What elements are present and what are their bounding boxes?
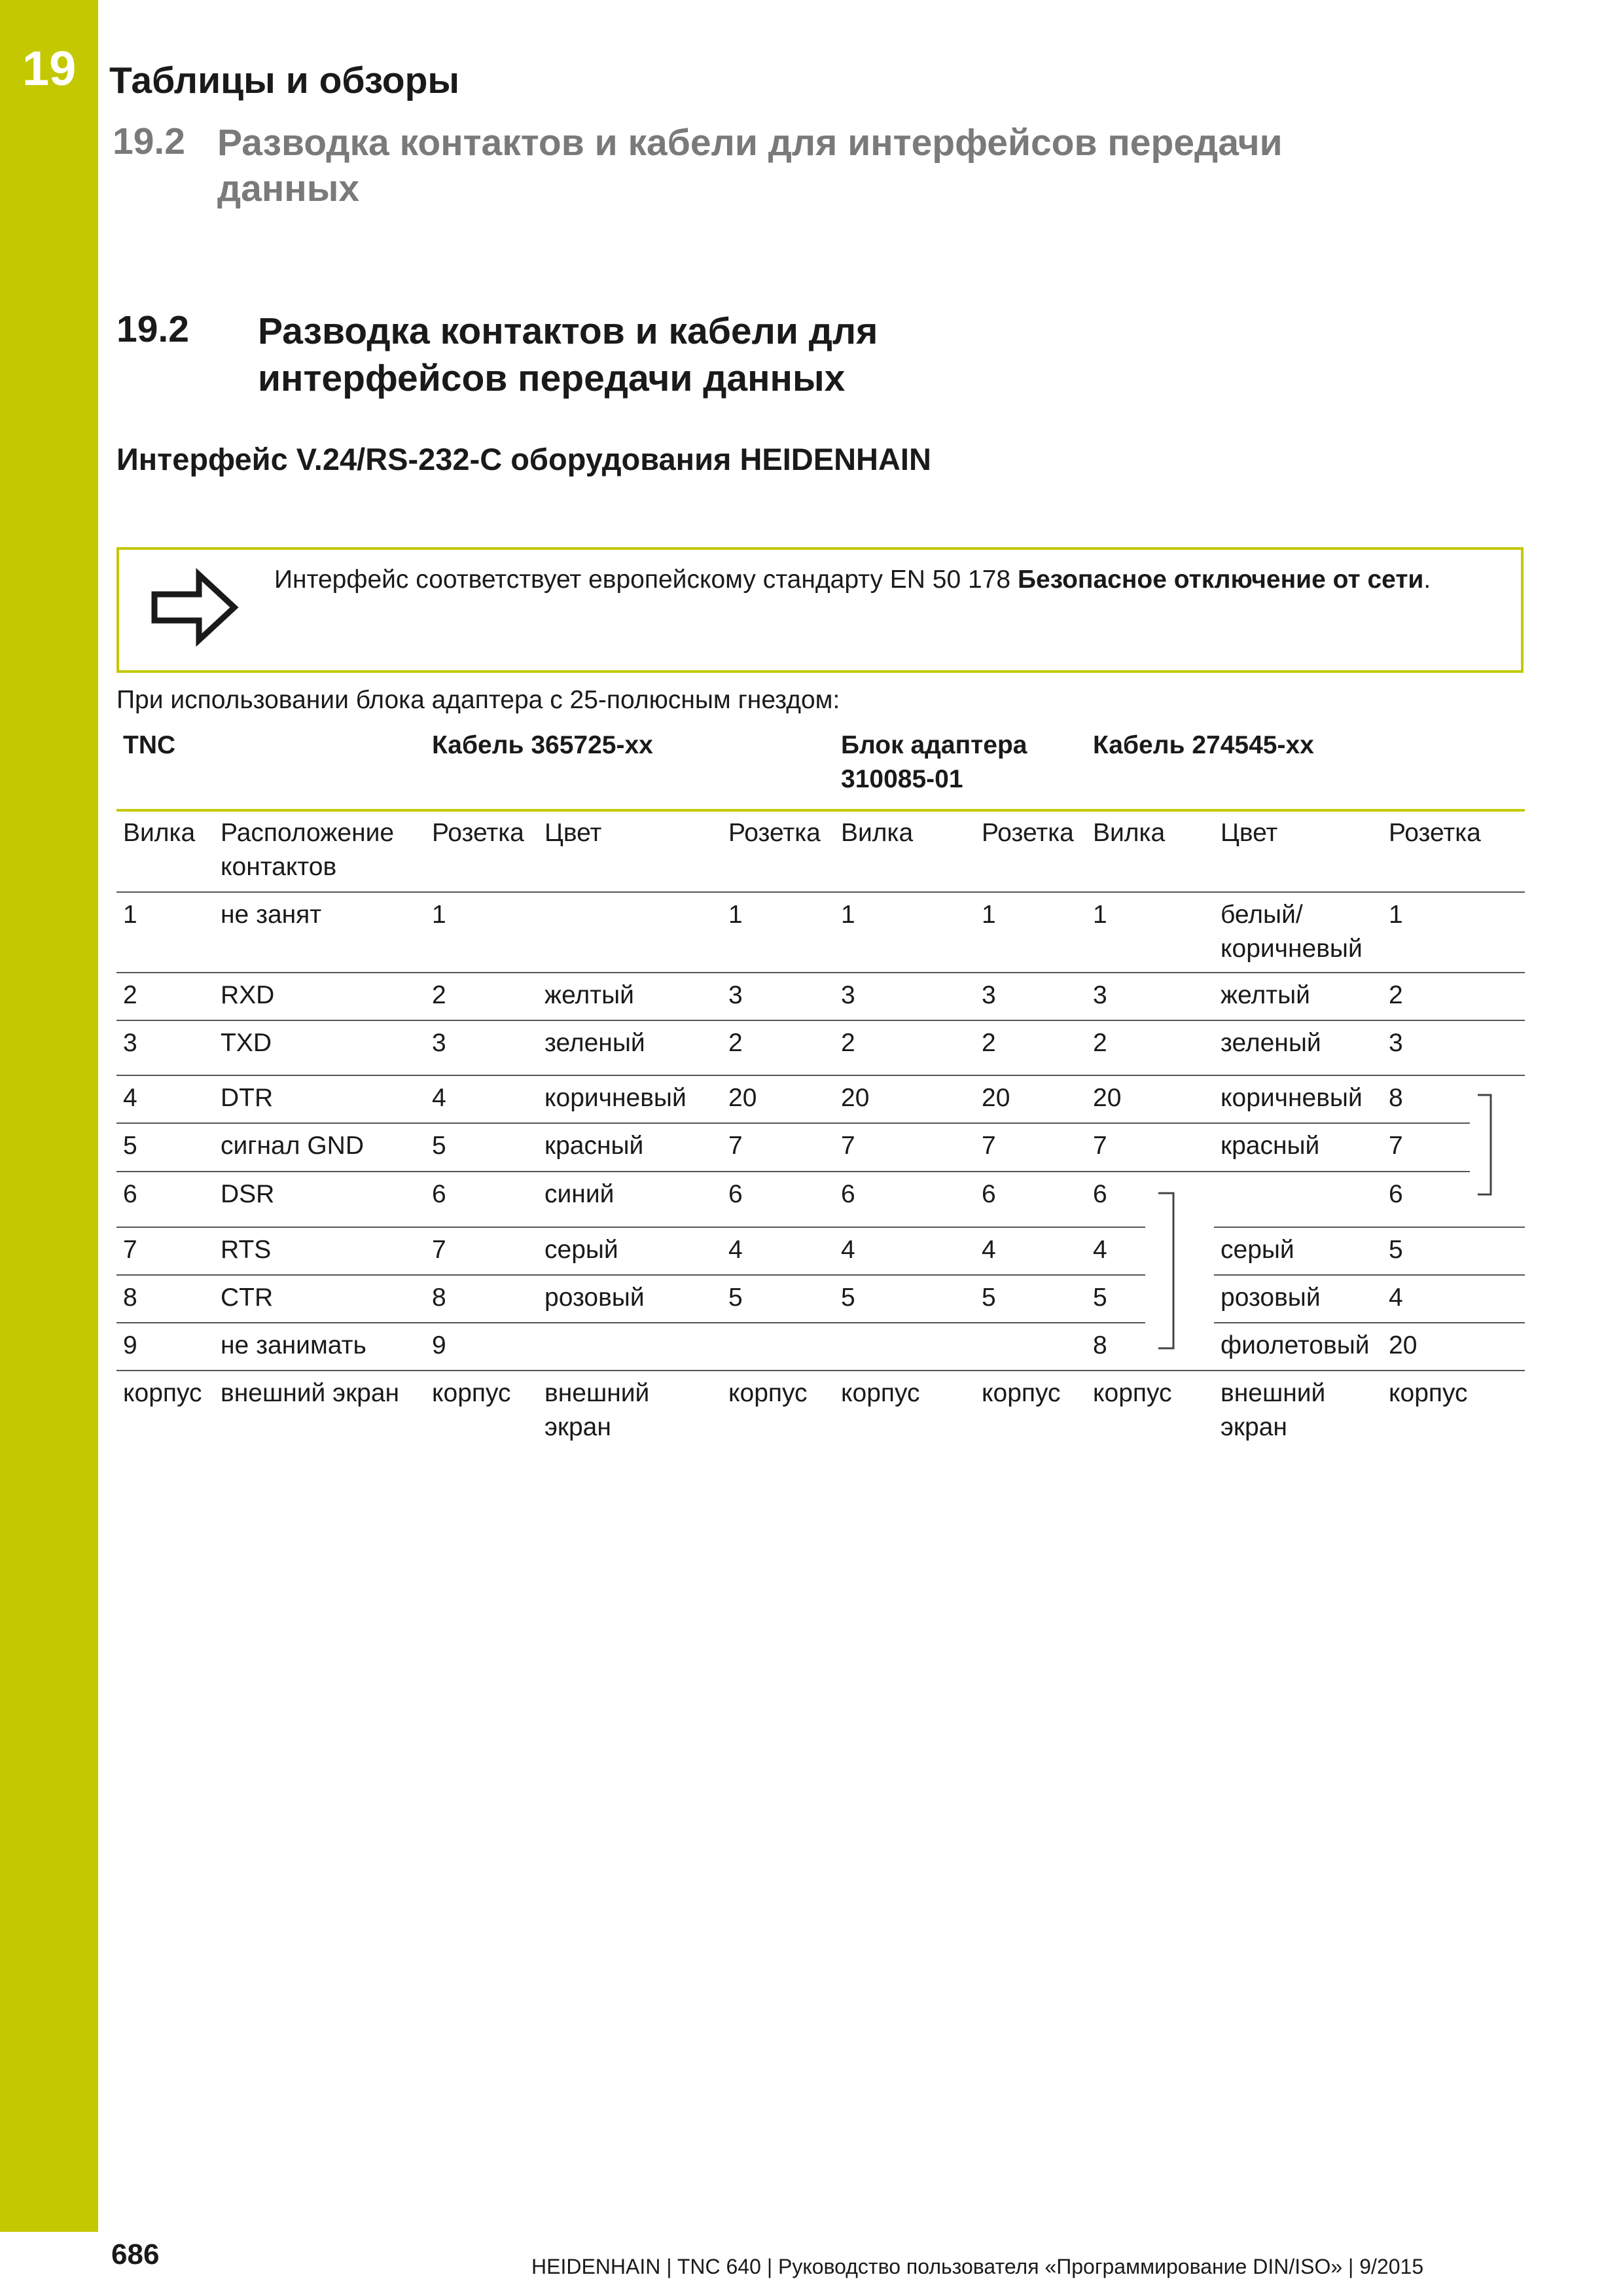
table-cell: 7 <box>841 1132 855 1160</box>
table-cell: 20 <box>841 1084 870 1112</box>
group-header-cable-365725: Кабель 365725-xx <box>432 731 653 759</box>
table-cell: 2 <box>1093 1029 1107 1057</box>
column-header: Розетка <box>728 819 821 847</box>
table-cell: не занят <box>221 901 322 929</box>
table-cell: 3 <box>123 1029 137 1057</box>
table-cell: 1 <box>841 901 855 929</box>
column-header: Розетка <box>1389 819 1481 847</box>
table-cell: корпус <box>1093 1379 1172 1407</box>
table-cell: 8 <box>1093 1331 1107 1359</box>
table-cell: 2 <box>1389 981 1403 1009</box>
table-cell: зеленый <box>1221 1029 1321 1057</box>
table-cell: коричневый <box>544 1084 687 1112</box>
intro-text: При использовании блока адаптера с 25-полюсным гнездом: <box>116 686 840 714</box>
table-cell: 6 <box>432 1180 446 1208</box>
table-cell: желтый <box>1221 981 1310 1009</box>
table-cell: 2 <box>982 1029 996 1057</box>
column-header: Розетка <box>982 819 1074 847</box>
table-cell: 7 <box>1389 1132 1403 1160</box>
table-cell: DSR <box>221 1180 275 1208</box>
table-cell: 2 <box>728 1029 743 1057</box>
table-cell: корпус <box>982 1379 1061 1407</box>
table-cell: 5 <box>728 1283 743 1312</box>
table-cell: 20 <box>728 1084 757 1112</box>
table-cell: 20 <box>982 1084 1010 1112</box>
note-text-end: . <box>1423 565 1431 594</box>
table-cell: внешний экран <box>544 1379 650 1441</box>
table-cell: RTS <box>221 1236 272 1264</box>
bridge-bracket-middle <box>1158 1193 1173 1348</box>
table-cell: 3 <box>982 981 996 1009</box>
table-cell: 9 <box>432 1331 446 1359</box>
table-cell: 2 <box>123 981 137 1009</box>
table-cell: 7 <box>432 1236 446 1264</box>
table-cell: желтый <box>544 981 634 1009</box>
table-cell: белый/ коричневый <box>1221 901 1363 963</box>
table-cell: 5 <box>982 1283 996 1312</box>
table-cell: 1 <box>1389 901 1403 929</box>
table-cell: 7 <box>123 1236 137 1264</box>
chapter-number: 19 <box>22 41 77 96</box>
table-cell: 8 <box>123 1283 137 1312</box>
table-cell: 4 <box>1389 1283 1403 1312</box>
table-cell: 6 <box>982 1180 996 1208</box>
table-cell: 1 <box>728 901 743 929</box>
table-cell: 1 <box>982 901 996 929</box>
column-header: Вилка <box>841 819 914 847</box>
running-section-number: 19.2 <box>113 120 185 162</box>
table-cell: корпус <box>841 1379 920 1407</box>
group-header-cable-274545: Кабель 274545-xx <box>1093 731 1314 759</box>
column-header: Цвет <box>1221 819 1278 847</box>
table-cell: 2 <box>841 1029 855 1057</box>
table-cell: 5 <box>432 1132 446 1160</box>
table-cell: 4 <box>841 1236 855 1264</box>
table-cell: зеленый <box>544 1029 645 1057</box>
page-number: 686 <box>111 2238 160 2270</box>
table-cell: розовый <box>544 1283 645 1312</box>
table-cell: 3 <box>841 981 855 1009</box>
table-cell: синий <box>544 1180 615 1208</box>
running-chapter-title: Таблицы и обзоры <box>109 60 460 101</box>
table-cell: красный <box>544 1132 644 1160</box>
table-cell: 4 <box>982 1236 996 1264</box>
table-cell: красный <box>1221 1132 1320 1160</box>
column-header: Расположение контактов <box>221 819 395 881</box>
table-cell: корпус <box>123 1379 202 1407</box>
table-cell: фиолетовый <box>1221 1331 1370 1359</box>
table-cell: DTR <box>221 1084 274 1112</box>
column-header: Вилка <box>123 819 196 847</box>
table-cell: розовый <box>1221 1283 1321 1312</box>
table-cell: 3 <box>1093 981 1107 1009</box>
table-cell: 3 <box>432 1029 446 1057</box>
column-header: Вилка <box>1093 819 1166 847</box>
table-cell: 6 <box>123 1180 137 1208</box>
table-cell: коричневый <box>1221 1084 1363 1112</box>
section-heading-number: 19.2 <box>116 308 189 350</box>
table-cell: серый <box>1221 1236 1294 1264</box>
table-cell: 5 <box>123 1132 137 1160</box>
column-header: Розетка <box>432 819 524 847</box>
table-cell: 1 <box>123 901 137 929</box>
group-header-tnc: TNC <box>123 731 176 759</box>
table-cell: 6 <box>841 1180 855 1208</box>
table-cell: CTR <box>221 1283 274 1312</box>
table-cell: 7 <box>982 1132 996 1160</box>
table-cell: 3 <box>728 981 743 1009</box>
table-cell: 1 <box>432 901 446 929</box>
table-cell: 5 <box>841 1283 855 1312</box>
table-cell: 5 <box>1093 1283 1107 1312</box>
table-cell: внешний экран <box>221 1379 400 1407</box>
table-cell: 5 <box>1389 1236 1403 1264</box>
table-cell: сигнал GND <box>221 1132 364 1160</box>
table-cell: 6 <box>1093 1180 1107 1208</box>
table-cell: серый <box>544 1236 618 1264</box>
table-cell: корпус <box>1389 1379 1468 1407</box>
footer-text: HEIDENHAIN | TNC 640 | Руководство пользователя «Программирование DIN/ISO» | 9/2015 <box>531 2255 1424 2278</box>
table-cell: 4 <box>728 1236 743 1264</box>
bridge-bracket-right <box>1478 1095 1491 1194</box>
table-cell: 8 <box>1389 1084 1403 1112</box>
subsection-heading: Интерфейс V.24/RS-232-C оборудования HEIDENHAIN <box>116 442 931 476</box>
table-cell: корпус <box>728 1379 808 1407</box>
table-cell: 8 <box>432 1283 446 1312</box>
table-cell: 7 <box>1093 1132 1107 1160</box>
table-cell: корпус <box>432 1379 511 1407</box>
table-cell: 20 <box>1389 1331 1418 1359</box>
table-cell: 7 <box>728 1132 743 1160</box>
table-cell: TXD <box>221 1029 272 1057</box>
section-heading-title: Разводка контактов и кабели для интерфейсов передачи данных <box>258 310 878 399</box>
group-header-adapter: Блок адаптера 310085-01 <box>841 731 1027 793</box>
table-cell: 4 <box>123 1084 137 1112</box>
table-cell: 20 <box>1093 1084 1122 1112</box>
table-cell: 6 <box>728 1180 743 1208</box>
column-header: Цвет <box>544 819 602 847</box>
running-section-title: Разводка контактов и кабели для интерфейсов передачи данных <box>217 122 1283 209</box>
note-text-bold: Безопасное отключение от сети <box>1017 565 1424 594</box>
table-cell: 6 <box>1389 1180 1403 1208</box>
note-text-plain: Интерфейс соответствует европейскому стандарту EN 50 178 <box>274 565 1018 594</box>
table-cell: внешний экран <box>1221 1379 1326 1441</box>
table-cell: RXD <box>221 981 275 1009</box>
table-cell: 9 <box>123 1331 137 1359</box>
table-cell: 2 <box>432 981 446 1009</box>
table-cell: 1 <box>1093 901 1107 929</box>
table-cell: 3 <box>1389 1029 1403 1057</box>
table-cell: 4 <box>1093 1236 1107 1264</box>
table-cell: 4 <box>432 1084 446 1112</box>
table-cell: не занимать <box>221 1331 366 1359</box>
